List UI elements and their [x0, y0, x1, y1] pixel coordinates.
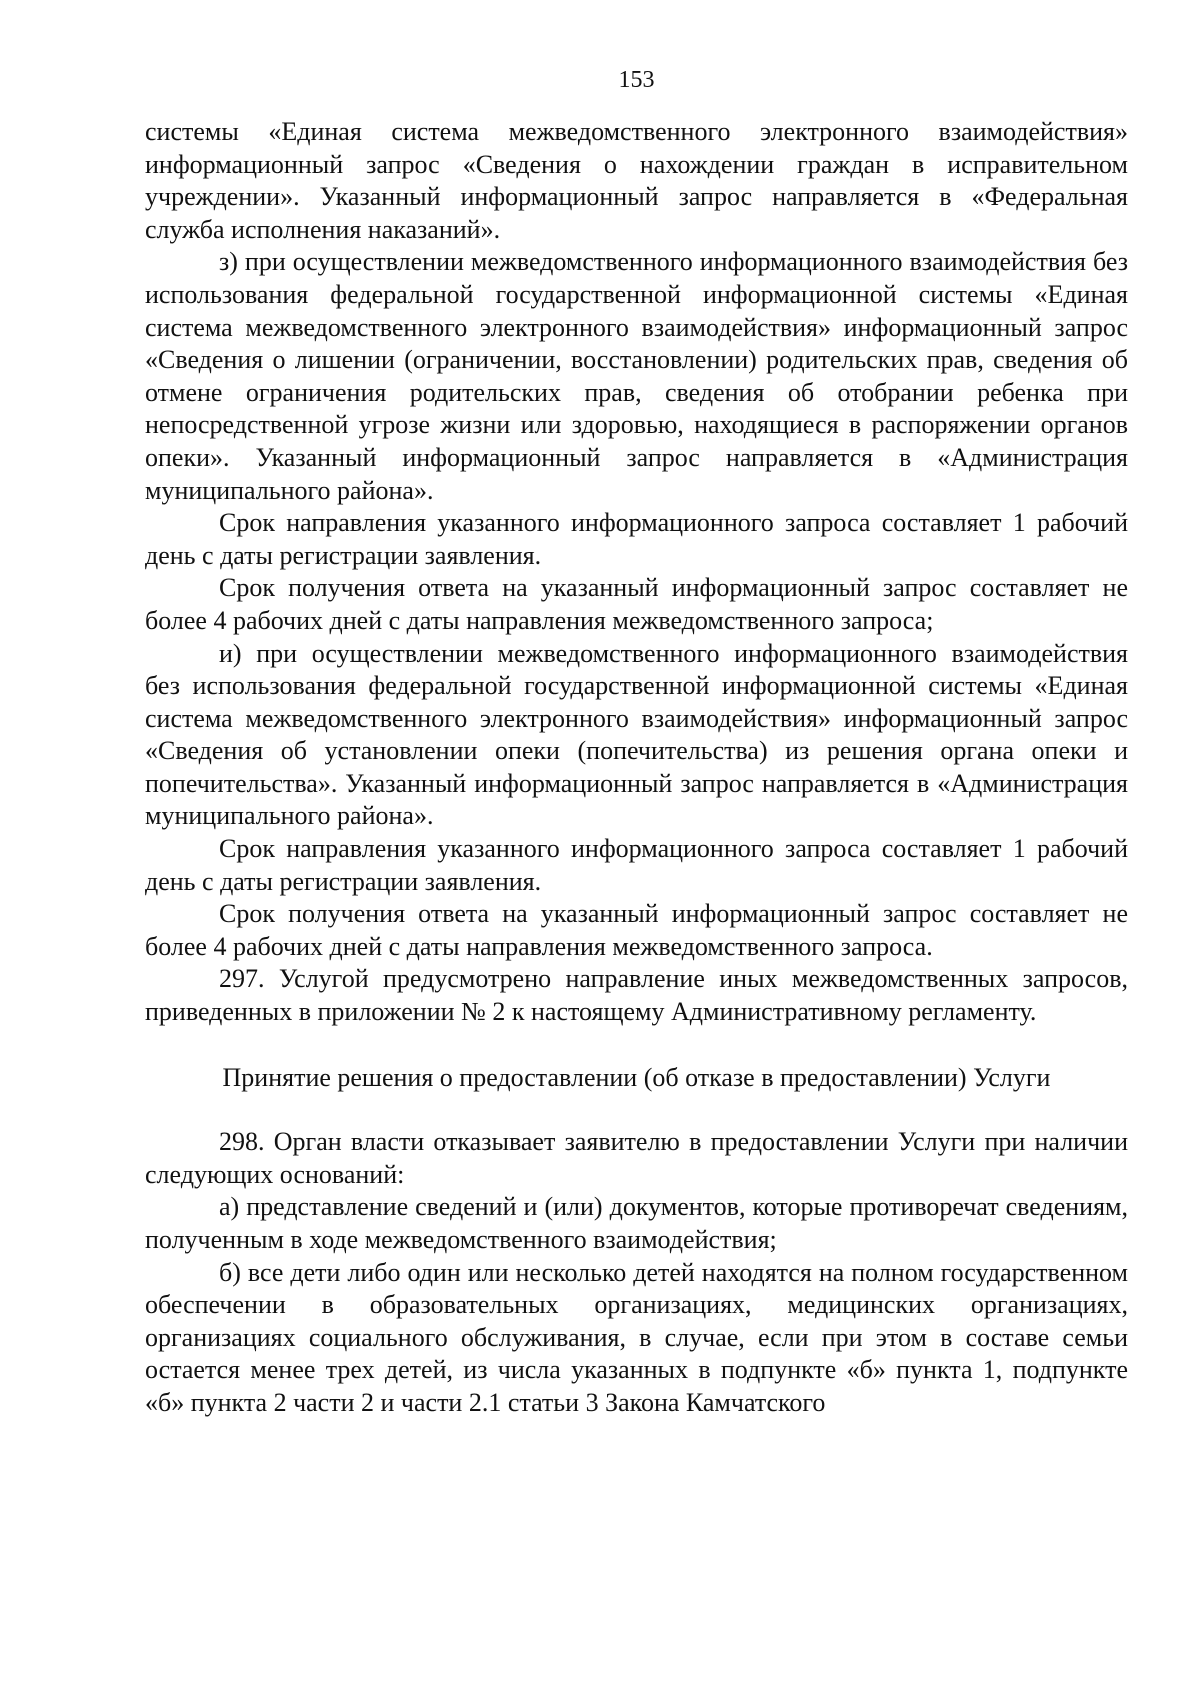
- section-heading: Принятие решения о предоставлении (об отказе в предоставлении) Услуги: [222, 1062, 1051, 1092]
- paragraph-item-b: б) все дети либо один или несколько детей находятся на полном государственном обеспечении в образовательных организациях, медицинских организациях, организациях социального обслуживания, в случае, если при этом в составе семьи остается менее трех детей, из числа указанных в подпункте «б» пункта 1, подпункте «б» пункта 2 части 2 и части 2.1 статьи 3 Закона Камчатского: [145, 1257, 1128, 1417]
- paragraph-item-a: а) представление сведений и (или) документов, которые противоречат сведениям, полученным в ходе межведомственного взаимодействия;: [145, 1192, 1128, 1254]
- paragraph: Срок получения ответа на указанный информационный запрос составляет не более 4 рабочих дней с даты направления межведомственного запроса;: [145, 573, 1128, 635]
- body-text-before-heading: [145, 116, 1128, 1029]
- paragraph: Срок направления указанного информационного запроса составляет 1 рабочий день с даты регистрации заявления.: [145, 834, 1128, 896]
- paragraph-297: 297. Услугой предусмотрено направление иных межведомственных запросов, приведенных в приложении № 2 к настоящему Административному регламенту.: [145, 964, 1128, 1027]
- paragraph-item-i: и) при осуществлении межведомственного информационного взаимодействия без использования федеральной государственной информационной системы «Единая система межведомственного электронного взаимодействия» информационный запрос «Сведения об установлении опеки (попечительства) из решения органа опеки и попечительства». Указанный информационный запрос направляется в «Администрация муниципального района».: [145, 638, 1128, 831]
- paragraph: Срок направления указанного информационного запроса составляет 1 рабочий день с даты регистрации заявления.: [145, 508, 1128, 570]
- paragraph-item-z: з) при осуществлении межведомственного информационного взаимодействия без использования федеральной государственной информационной системы «Единая система межведомственного электронного взаимодействия» информационный запрос «Сведения о лишении (ограничении, восстановлении) родительских прав, сведения об отмене ограничения родительских прав, сведения об отобрании ребенка при непосредственной угрозе жизни или здоровью, находящиеся в распоряжении органов опеки». Указанный информационный запрос направляется в «Администрация муниципального района».: [145, 247, 1128, 505]
- paragraph: Срок получения ответа на указанный информационный запрос составляет не более 4 рабочих дней с даты направления межведомственного запроса.: [145, 899, 1128, 961]
- paragraph-298: 298. Орган власти отказывает заявителю в предоставлении Услуги при наличии следующих оснований:: [145, 1127, 1128, 1189]
- document-page: [145, 64, 1128, 1420]
- page-number: 153: [618, 67, 655, 93]
- paragraph: системы «Единая система межведомственного электронного взаимодействия» информационный запрос «Сведения о нахождении граждан в исправительном учреждении». Указанный информационный запрос направляется в «Федеральная служба исполнения наказаний».: [145, 117, 1128, 244]
- body-text-after-heading: [145, 1126, 1128, 1419]
